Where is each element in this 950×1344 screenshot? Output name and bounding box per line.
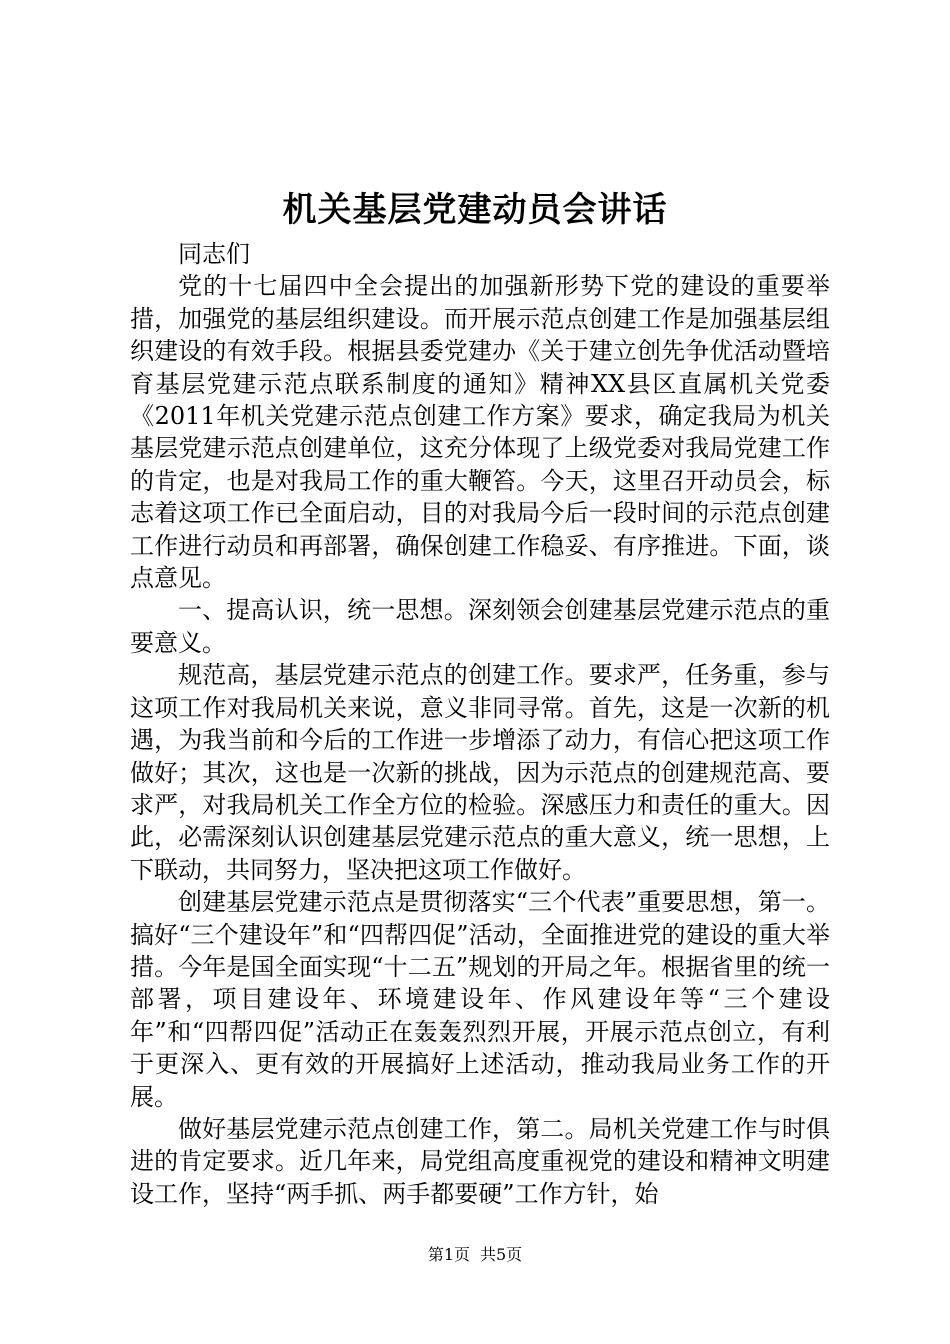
salutation-paragraph: 同志们 — [178, 240, 250, 268]
page-footer — [0, 1244, 950, 1266]
page-number: 第1页 — [427, 1245, 470, 1264]
section-heading-paragraph: 一、提高认识，统一思想。深刻领会创建基层党建示范点的重要意义。 — [130, 596, 830, 657]
document-body — [130, 238, 830, 1210]
document-title: 机关基层党建动员会讲话 — [282, 190, 668, 230]
page-total: 共5页 — [480, 1245, 523, 1264]
body-paragraph: 做好基层党建示范点创建工作，第二。局机关党建工作与时俱进的肯定要求。近几年来，局党组高度重视党的建设和精神文明建设工作，坚持“两手抓、两手都要硬”工作方针，始 — [130, 1114, 830, 1208]
body-paragraph: 规范高，基层党建示范点的创建工作。要求严，任务重，参与这项工作对我局机关来说，意义非同寻常。首先，这是一次新的机遇，为我当前和今后的工作进一步增添了动力，有信心把这项工作做好；其次，这也是一次新的挑战，因为示范点的创建规范高、要求严，对我局机关工作全方位的检验。深感压力和责任的重大。因此，必需深刻认识创建基层党建示范点的重大意义，统一思想，上下联动，共同努力，坚决把这项工作做好。 — [130, 661, 830, 884]
body-paragraph: 党的十七届四中全会提出的加强新形势下党的建设的重要举措，加强党的基层组织建设。而开展示范点创建工作是加强基层组织建设的有效手段。根据县委党建办《关于建立创先争优活动暨培育基层党建示范点联系制度的通知》精神XX县区直属机关党委《2011年机关党建示范点创建工作方案》要求，确定我局为机关基层党建示范点创建单位，这充分体现了上级党委对我局党建工作的肯定，也是对我局工作的重大鞭笞。今天，这里召开动员会，标志着这项工作已全面启动，目的对我局今后一段时间的示范点创建工作进行动员和再部署，确保创建工作稳妥、有序推进。下面，谈点意见。 — [130, 272, 830, 593]
body-paragraph: 创建基层党建示范点是贯彻落实“三个代表”重要思想，第一。搞好“三个建设年”和“四帮四促”活动，全面推进党的建设的重大举措。今年是国全面实现“十二五”规划的开局之年。根据省里的统一部署，项目建设年、环境建设年、作风建设年等“三个建设年”和“四帮四促”活动正在轰轰烈烈开展，开展示范点创立，有利于更深入、更有效的开展搞好上述活动，推动我局业务工作的开展。 — [130, 888, 830, 1111]
